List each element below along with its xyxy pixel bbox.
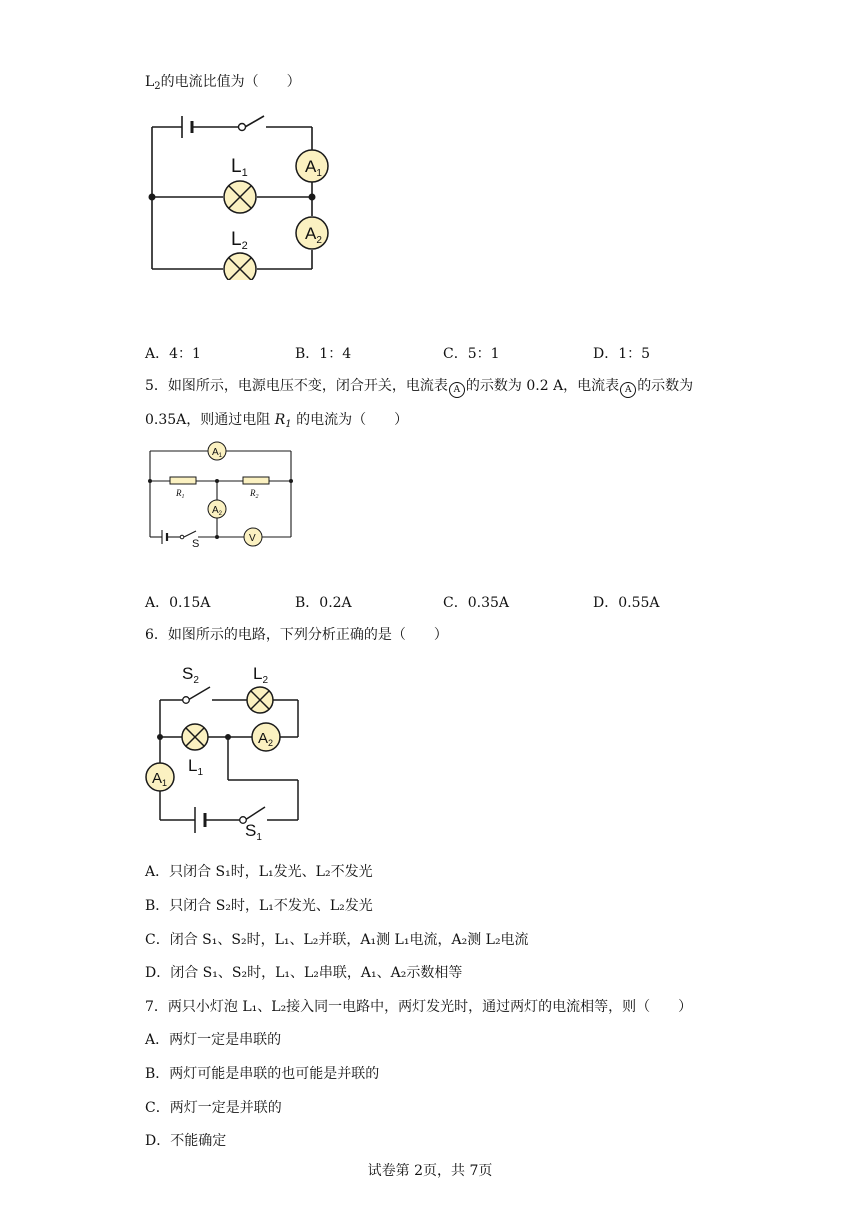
q5-option-b[interactable]: B．0.2A [295, 595, 352, 611]
q5-switch-label: S [192, 538, 200, 550]
q4-option-b[interactable]: B．1：4 [295, 346, 352, 362]
q5-resistor-r2 [243, 477, 269, 500]
q5-resistor-r1 [170, 477, 196, 500]
q6-switch-s1-label: $S_1$ [245, 821, 262, 843]
q5-ammeter-a1 [208, 442, 226, 460]
q4-stem-tail: $L_2$的电流比值为（ ） [145, 74, 301, 92]
q5-option-d[interactable]: D．0.55A [593, 595, 660, 611]
ammeter-a2-symbol: A [620, 382, 636, 398]
svg-text:A1: $A_1$ [152, 770, 168, 788]
q4-option-c[interactable]: C．5：1 [443, 346, 500, 362]
svg-text:V: V [249, 533, 256, 544]
q6-circuit-diagram [140, 655, 310, 845]
q7-stem: 7．两只小灯泡 L₁、L₂接入同一电路中，两灯发光时，通过两灯的电流相等，则（ ） [145, 999, 693, 1015]
svg-text:A2: $A_2$ [258, 730, 274, 748]
svg-text:A1: $A_1$ [212, 447, 223, 459]
q5-ammeter-a2 [208, 500, 226, 518]
svg-text:L2: $L_2$ [253, 664, 269, 686]
q6-bulb-l2 [247, 664, 273, 713]
q5-option-a[interactable]: A．0.15A [145, 595, 211, 611]
q7-option-a[interactable]: A．两灯一定是串联的 [145, 1032, 282, 1048]
q6-option-c[interactable]: C．闭合 S₁、S₂时，L₁、L₂并联，A₁测 L₁电流，A₂测 L₂电流 [145, 932, 529, 948]
q4-bulb-l1 [224, 156, 256, 213]
q5-options [145, 592, 765, 612]
page-footer: 试卷第 2页，共 7页 [367, 1163, 493, 1179]
svg-text:A2: $A_2$ [212, 505, 223, 517]
q5-circuit-diagram [140, 438, 300, 550]
svg-text:R1: $R_1$ [176, 488, 185, 500]
svg-text:L2: $L_2$ [231, 229, 248, 252]
q4-option-a[interactable]: A．4：1 [145, 346, 201, 362]
q4-ammeter-a1 [296, 150, 328, 182]
q6-option-a[interactable]: A．只闭合 S₁时，L₁发光、L₂不发光 [145, 864, 373, 880]
q5-stem-line1: 5．如图所示，电源电压不变，闭合开关，电流表 A 的示数为 0.2 A，电流表 A 的示数为 [145, 376, 693, 398]
q4-bulb-l2 [224, 229, 256, 280]
q7-option-b[interactable]: B．两灯可能是串联的也可能是并联的 [145, 1066, 380, 1082]
q7-option-c[interactable]: C．两灯一定是并联的 [145, 1100, 282, 1116]
svg-text:L1: $L_1$ [231, 156, 248, 179]
q4-option-d[interactable]: D．1：5 [593, 346, 651, 362]
svg-text:A2: $A_2$ [305, 224, 322, 246]
q5-option-c[interactable]: C．0.35A [443, 595, 509, 611]
q6-switch-s2-label: $S_2$ [182, 664, 199, 686]
ammeter-a1-symbol: A [449, 382, 465, 398]
q6-bulb-l1 [182, 724, 208, 778]
q4-options [145, 343, 765, 363]
q5-stem-line2: 0.35A，则通过电阻 $R_1$ 的电流为（ ） [145, 412, 409, 430]
svg-text:A1: $A_1$ [305, 157, 322, 179]
q4-circuit-diagram [140, 110, 340, 280]
q6-stem: 6．如图所示的电路，下列分析正确的是（ ） [145, 627, 448, 643]
svg-text:L1: $L_1$ [188, 756, 204, 778]
q7-option-d[interactable]: D．不能确定 [145, 1133, 227, 1149]
q6-ammeter-a1 [146, 763, 174, 791]
q4-ammeter-a2 [296, 217, 328, 249]
q6-option-b[interactable]: B．只闭合 S₂时，L₁不发光、L₂发光 [145, 898, 373, 914]
q6-ammeter-a2 [252, 723, 280, 751]
svg-text:R2: $R_2$ [250, 488, 259, 500]
q5-voltmeter-v [244, 528, 262, 546]
q6-option-d[interactable]: D．闭合 S₁、S₂时，L₁、L₂串联，A₁、A₂示数相等 [145, 965, 463, 981]
